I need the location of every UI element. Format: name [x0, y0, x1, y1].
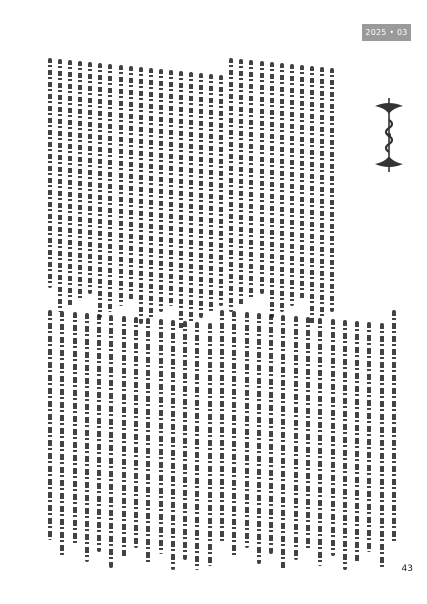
text-column: [139, 67, 143, 324]
text-column: [149, 68, 153, 318]
text-column: [85, 313, 89, 562]
text-column: [331, 319, 335, 556]
text-column: [257, 313, 261, 564]
text-column: [249, 60, 253, 300]
text-column: [58, 59, 62, 312]
text-column: [183, 321, 187, 560]
text-column: [122, 316, 126, 558]
text-column: [199, 73, 203, 318]
text-column: [97, 314, 101, 552]
text-column: [318, 318, 322, 566]
text-column: [48, 58, 52, 288]
text-column: [48, 310, 52, 540]
text-column: [134, 317, 138, 548]
text-column: [171, 320, 175, 570]
text-column: [169, 70, 173, 306]
text-column: [281, 315, 285, 570]
text-column: [320, 67, 324, 318]
text-column: [146, 318, 150, 564]
text-column: [195, 322, 199, 570]
text-column: [159, 69, 163, 312]
text-column: [220, 310, 224, 542]
text-column: [355, 321, 359, 562]
text-column: [219, 75, 223, 306]
text-column: [179, 71, 183, 330]
text-column: [380, 323, 384, 568]
text-column: [343, 320, 347, 570]
text-column: [68, 60, 72, 306]
text-column: [310, 66, 314, 324]
text-column: [306, 317, 310, 550]
text-column: [229, 58, 233, 312]
text-column: [270, 62, 274, 318]
text-column: [269, 314, 273, 554]
text-column: [300, 65, 304, 300]
text-column: [290, 64, 294, 306]
text-column: [294, 316, 298, 560]
text-column: [78, 61, 82, 300]
issue-badge: 2025 • 03: [362, 24, 411, 41]
text-column: [245, 312, 249, 548]
text-column: [189, 72, 193, 324]
text-column: [98, 63, 102, 318]
text-column: [392, 310, 396, 544]
text-column: [73, 312, 77, 546]
text-column: [260, 61, 264, 294]
text-column: [208, 323, 212, 566]
text-column: [232, 311, 236, 558]
text-column: [159, 319, 163, 554]
text-column: [60, 311, 64, 556]
text-column: [209, 74, 213, 312]
body-text: [0, 50, 427, 570]
text-column: [239, 59, 243, 306]
text-column: [88, 62, 92, 294]
text-column: [330, 68, 334, 312]
text-column: [280, 63, 284, 312]
text-column: [108, 64, 112, 312]
page-number: 43: [401, 564, 413, 574]
text-column: [367, 322, 371, 552]
text-column: [119, 65, 123, 306]
text-column: [129, 66, 133, 300]
text-column: [109, 315, 113, 568]
